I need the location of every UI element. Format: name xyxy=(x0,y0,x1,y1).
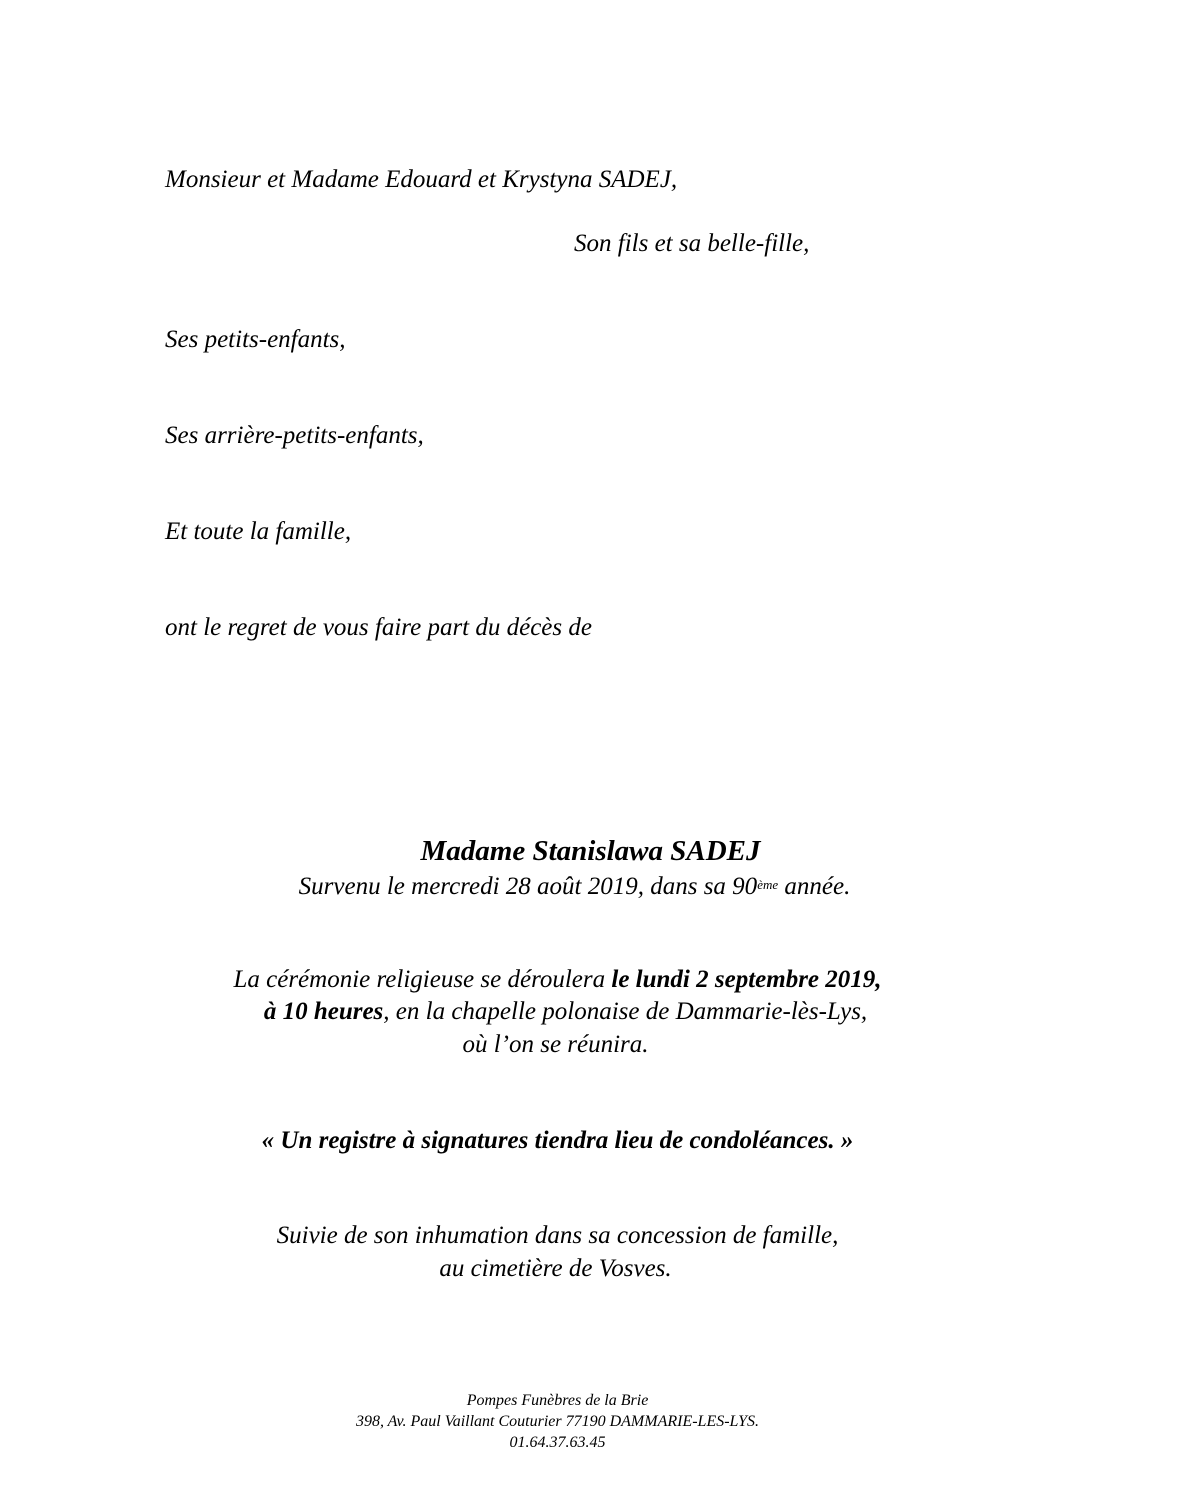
burial-line-1: Suivie de son inhumation dans sa concession de famille, xyxy=(276,1222,839,1249)
deceased-date-prefix: Survenu le mercredi 28 août 2019, dans sa 90 xyxy=(298,873,758,900)
parents-line: Monsieur et Madame Edouard et Krystyna SADEJ, xyxy=(165,166,678,193)
ceremony-time: à 10 heures xyxy=(263,998,384,1025)
ceremony-line-2 xyxy=(0,997,1156,1027)
grandchildren-line: Ses petits-enfants, xyxy=(165,326,346,353)
great-grandchildren-line: Ses arrière-petits-enfants, xyxy=(165,422,424,449)
ceremony-line-1 xyxy=(0,965,1148,995)
footer-company: Pompes Funèbres de la Brie xyxy=(466,1392,649,1409)
ceremony-location: , en la chapelle polonaise de Dammarie-lès-Lys, xyxy=(383,998,868,1025)
ceremony-line-3: où l’on se réunira. xyxy=(462,1031,649,1058)
announcement-line: ont le regret de vous faire part du décès de xyxy=(165,614,592,641)
ceremony-line-1-prefix: La cérémonie religieuse se déroulera xyxy=(233,966,612,993)
condolences-notice: « Un registre à signatures tiendra lieu de condoléances. » xyxy=(261,1127,854,1154)
deceased-date-line xyxy=(0,872,1165,902)
footer-phone: 01.64.37.63.45 xyxy=(509,1434,606,1451)
parents-relation-line: Son fils et sa belle-fille, xyxy=(574,230,810,257)
deceased-date-superscript: ème xyxy=(757,877,779,892)
whole-family-line: Et toute la famille, xyxy=(165,518,352,545)
deceased-date-suffix: année. xyxy=(778,873,851,900)
deceased-name: Madame Stanislawa SADEJ xyxy=(420,835,761,867)
burial-line-2: au cimetière de Vosves. xyxy=(439,1255,672,1282)
footer-address: 398, Av. Paul Vaillant Couturier 77190 DAMMARIE-LES-LYS. xyxy=(355,1413,760,1430)
ceremony-date: le lundi 2 septembre 2019, xyxy=(611,966,882,993)
